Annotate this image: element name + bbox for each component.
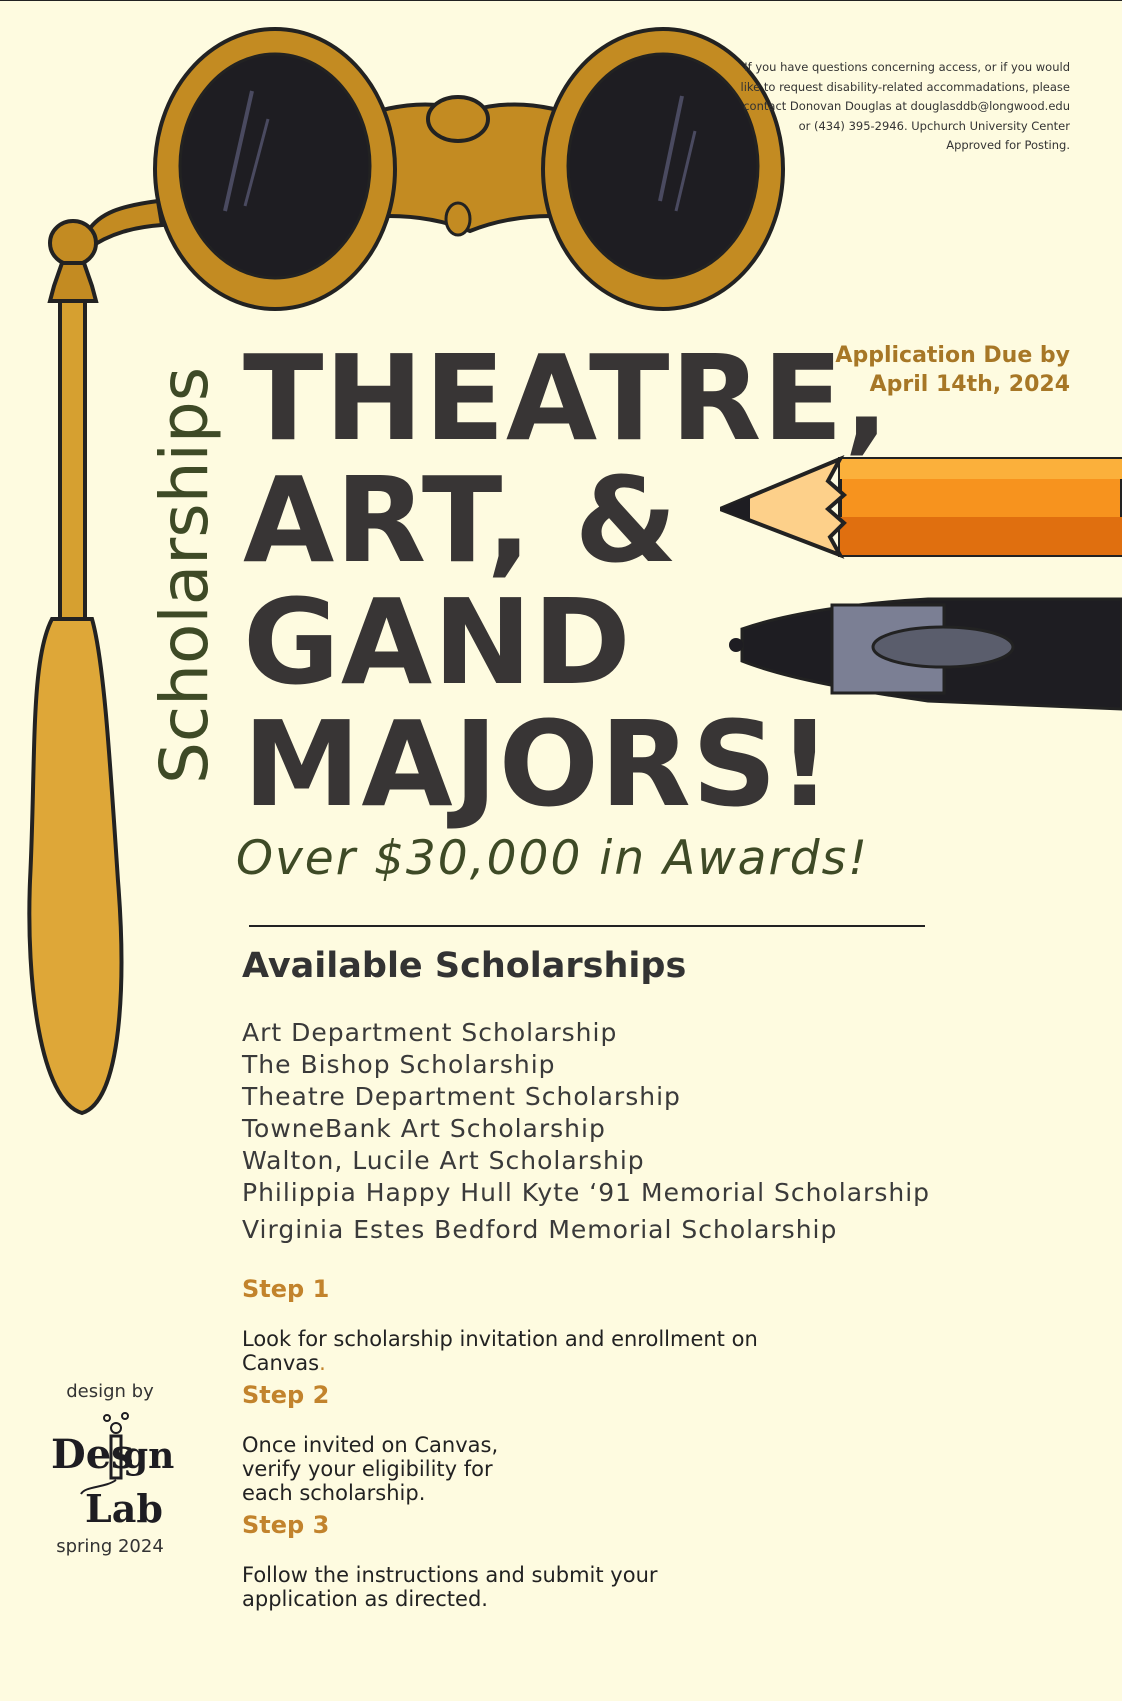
- headline-line-2: ART, &: [243, 451, 679, 589]
- list-item: Virginia Estes Bedford Memorial Scholarship: [242, 1215, 838, 1244]
- step-3-text: Follow the instructions and submit your application as directed.: [242, 1563, 658, 1611]
- svg-text:gn: gn: [123, 1435, 175, 1477]
- divider: [249, 925, 925, 927]
- step-1-label: Step 1: [242, 1275, 330, 1303]
- design-lab-logo: [45, 1410, 175, 1530]
- headline-line-1: THEATRE,: [243, 329, 890, 467]
- due-label: Application Due by: [835, 343, 1070, 368]
- due-date: April 14th, 2024: [869, 372, 1070, 397]
- step-2-text: Once invited on Canvas, verify your eligibility for each scholarship.: [242, 1433, 499, 1505]
- step-1-text: Look for scholarship invitation and enrollment on Canvas.: [242, 1327, 758, 1375]
- list-item: Walton, Lucile Art Scholarship: [242, 1146, 645, 1175]
- list-item: TowneBank Art Scholarship: [242, 1114, 606, 1143]
- list-item: The Bishop Scholarship: [242, 1050, 556, 1079]
- svg-text:Des: Des: [51, 1431, 134, 1478]
- headline-line-3: GAND: [243, 573, 632, 711]
- scholarship-list: [242, 1017, 930, 1246]
- headline: [243, 329, 890, 833]
- design-credit: [40, 1381, 180, 1557]
- credit-bottom: spring 2024: [56, 1536, 164, 1557]
- accessibility-note: If you have questions concerning access, or if you would like to request disability-related accommadations, please contact Donovan Douglas at douglasddb@longwood.edu or (434) 395-2946. Upchurch University Center Approved for Posting.: [740, 60, 1070, 152]
- awards-tagline: Over $30,000 in Awards!: [236, 831, 869, 886]
- svg-text:Lab: Lab: [85, 1486, 163, 1530]
- list-item: Philippia Happy Hull Kyte ‘91 Memorial Scholarship: [242, 1178, 931, 1207]
- step-2-label: Step 2: [242, 1381, 330, 1409]
- section-title: Available Scholarships: [242, 946, 687, 986]
- list-item: Art Department Scholarship: [242, 1018, 618, 1047]
- step-3-label: Step 3: [242, 1511, 330, 1539]
- scholarships-vertical-label: Scholarships: [146, 366, 223, 784]
- credit-top: design by: [66, 1381, 154, 1402]
- list-item: Theatre Department Scholarship: [242, 1082, 681, 1111]
- headline-line-4: MAJORS!: [243, 695, 833, 833]
